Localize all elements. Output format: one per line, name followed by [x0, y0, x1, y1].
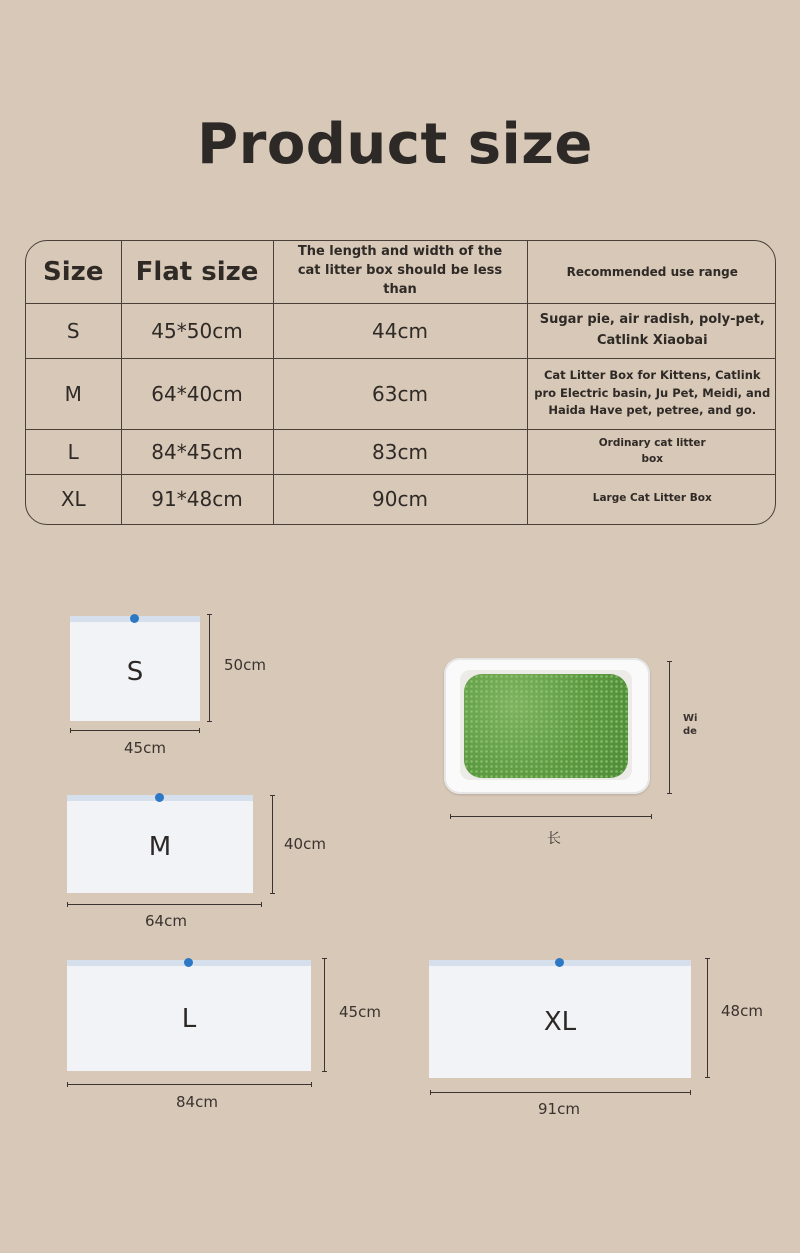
table-header-row	[26, 241, 776, 303]
litter-fill	[464, 674, 628, 778]
row-flat: 84*45cm	[121, 429, 273, 474]
row-range: Cat Litter Box for Kittens, Catlink pro Electric basin, Ju Pet, Meidi, and Haida Have pet, petree, and go.	[527, 358, 776, 429]
height-label: 45cm	[339, 1003, 381, 1021]
dimension-tick	[70, 728, 71, 733]
header-range: Recommended use range	[527, 241, 776, 303]
row-range: Ordinary cat litter box	[527, 429, 776, 474]
row-flat: 64*40cm	[121, 358, 273, 429]
width-label: 45cm	[124, 739, 166, 757]
table-row	[26, 303, 776, 358]
pin-icon	[555, 958, 564, 967]
dimension-tick	[67, 902, 68, 907]
bag-diagram-xl	[429, 960, 691, 1078]
width-dimension-line	[430, 1092, 691, 1093]
tray-length-label: 长	[547, 831, 561, 847]
row-limit: 83cm	[273, 429, 527, 474]
row-limit: 90cm	[273, 474, 527, 524]
dimension-tick	[651, 814, 652, 819]
pin-icon	[130, 614, 139, 623]
header-flat-size: Flat size	[121, 241, 273, 303]
width-label: 84cm	[176, 1093, 218, 1111]
dimension-tick	[667, 793, 672, 794]
dimension-tick	[270, 795, 275, 796]
row-limit: 63cm	[273, 358, 527, 429]
row-range: Sugar pie, air radish, poly-pet, Catlink Xiaobai	[527, 303, 776, 358]
dimension-tick	[322, 1071, 327, 1072]
width-dimension-line	[70, 730, 200, 731]
bag-diagram-m	[67, 795, 253, 893]
table-row	[26, 429, 776, 474]
table-row	[26, 358, 776, 429]
height-dimension-line	[272, 795, 273, 894]
tray-width-dimension-line	[669, 661, 670, 794]
height-dimension-line	[324, 958, 325, 1072]
dimension-tick	[207, 721, 212, 722]
dimension-tick	[705, 958, 710, 959]
row-flat: 91*48cm	[121, 474, 273, 524]
tray-length-dimension-line	[450, 816, 652, 817]
width-dimension-line	[67, 904, 262, 905]
row-size: L	[26, 429, 121, 474]
bag-diagram-s	[70, 616, 200, 721]
litter-tray-image	[444, 658, 650, 794]
bag-label: M	[148, 832, 172, 862]
bag-label: L	[181, 1003, 197, 1034]
height-label: 50cm	[224, 656, 266, 674]
header-size: Size	[26, 241, 121, 303]
pin-icon	[184, 958, 193, 967]
size-table	[25, 240, 776, 525]
dimension-tick	[67, 1082, 68, 1087]
pin-icon	[155, 793, 164, 802]
row-size: M	[26, 358, 121, 429]
row-limit: 44cm	[273, 303, 527, 358]
header-limit: The length and width of the cat litter box should be less than	[273, 241, 527, 303]
table-row	[26, 474, 776, 524]
dimension-tick	[690, 1090, 691, 1095]
width-label: 91cm	[538, 1100, 580, 1118]
bag-label: S	[126, 656, 144, 687]
height-dimension-line	[209, 614, 210, 722]
bag-label: XL	[543, 1007, 577, 1037]
dimension-tick	[705, 1077, 710, 1078]
row-range: Large Cat Litter Box	[592, 492, 712, 505]
width-dimension-line	[67, 1084, 312, 1085]
dimension-tick	[261, 902, 262, 907]
row-size: S	[26, 303, 121, 358]
dimension-tick	[430, 1090, 431, 1095]
dimension-tick	[199, 728, 200, 733]
dimension-tick	[322, 958, 327, 959]
dimension-tick	[311, 1082, 312, 1087]
dimension-tick	[270, 893, 275, 894]
tray-width-label: Wi de	[683, 713, 698, 737]
row-flat: 45*50cm	[121, 303, 273, 358]
bag-diagram-l	[67, 960, 311, 1071]
height-label: 48cm	[721, 1002, 763, 1020]
page-title: Product size	[197, 112, 593, 177]
width-label: 64cm	[145, 912, 187, 930]
height-label: 40cm	[284, 835, 326, 853]
dimension-tick	[667, 661, 672, 662]
dimension-tick	[207, 614, 212, 615]
height-dimension-line	[707, 958, 708, 1078]
dimension-tick	[450, 814, 451, 819]
row-size: XL	[26, 474, 121, 524]
